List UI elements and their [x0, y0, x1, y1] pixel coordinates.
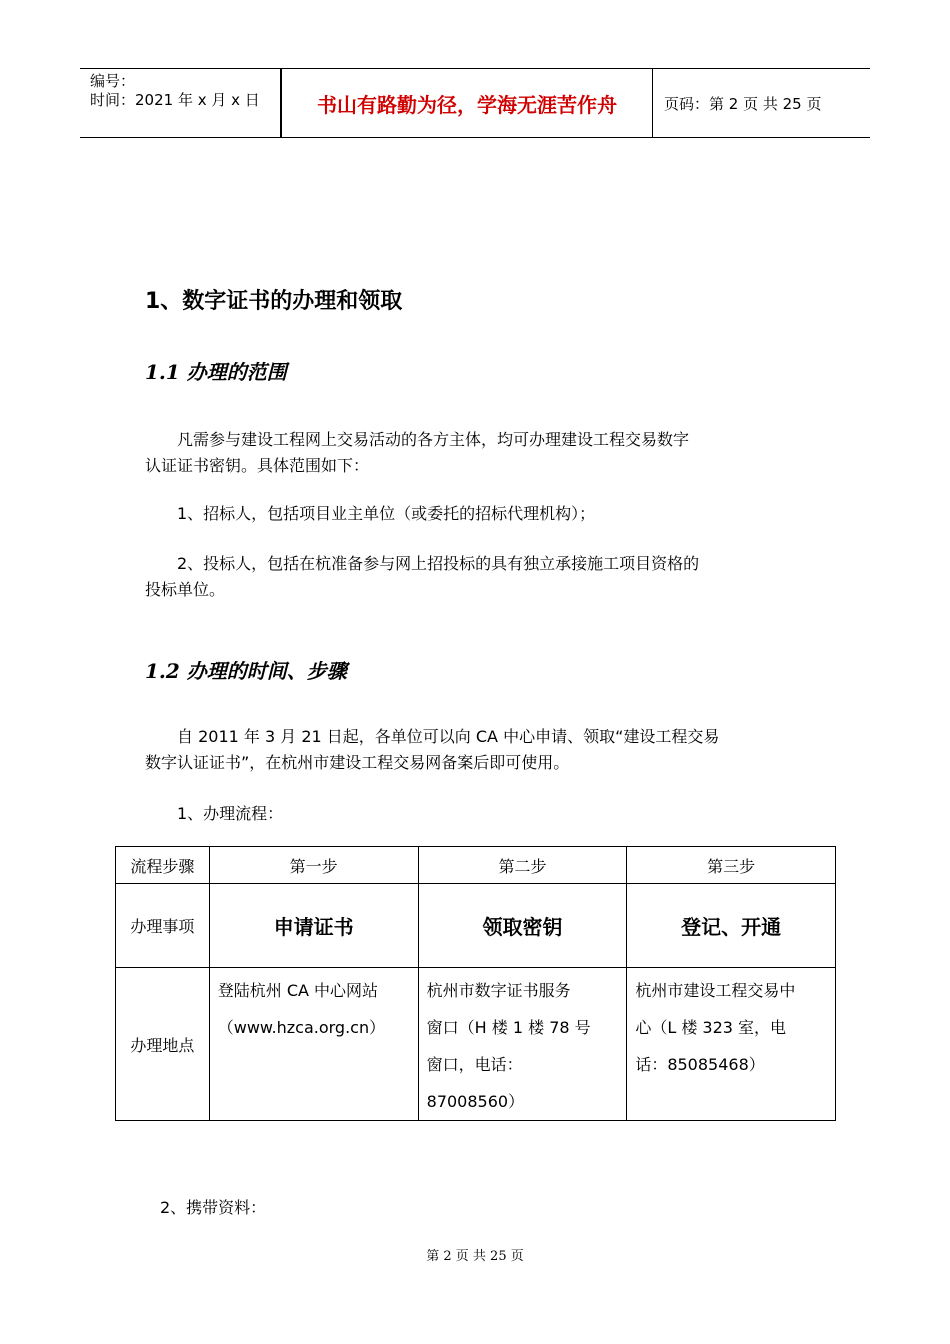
- page-header: [80, 68, 870, 138]
- location-line: 心（L 楼 323 室，电: [635, 1018, 787, 1037]
- location-line: 杭州市数字证书服务: [426, 981, 571, 1000]
- scope-item-2-line1: 2、投标人，包括在杭准备参与网上招投标的具有独立承接施工项目资格的: [177, 554, 700, 573]
- scope-paragraph-line1: 凡需参与建设工程网上交易活动的各方主体，均可办理建设工程交易数字: [177, 430, 690, 449]
- steps-paragraph-line1: 自 2011 年 3 月 21 日起，各单位可以向 CA 中心申请、领取“建设工程交易: [177, 727, 720, 746]
- steps-paragraph-line2: 数字认证证书”，在杭州市建设工程交易网备案后即可使用。: [145, 753, 570, 772]
- page-footer: 第 2 页 共 25 页: [426, 1249, 524, 1264]
- scope-paragraph-line2: 认证证书密钥。具体范围如下：: [145, 456, 370, 475]
- location-line: 窗口，电话：: [426, 1055, 523, 1074]
- step-2-location: [418, 968, 627, 1121]
- materials-label: 2、携带资料：: [160, 1198, 267, 1217]
- step-1-action: 申请证书: [209, 884, 418, 968]
- flow-label: 1、办理流程：: [177, 804, 284, 823]
- table-row: [116, 884, 836, 968]
- header-meta: [80, 69, 280, 137]
- scope-item-2-line2: 投标单位。: [145, 580, 226, 599]
- process-table: [115, 846, 836, 1121]
- table-header-cell: 流程步骤: [116, 847, 210, 884]
- table-header-cell: 第一步: [209, 847, 418, 884]
- header-divider: [652, 69, 653, 137]
- step-3-location: [627, 968, 836, 1121]
- table-header-row: [116, 847, 836, 884]
- location-line: 登陆杭州 CA 中心网站: [217, 981, 379, 1000]
- subsection-title-steps: 1.2 办理的时间、步骤: [145, 659, 347, 683]
- location-line: 窗口（H 楼 1 楼 78 号: [426, 1018, 591, 1037]
- time-label: 时间：2021 年 x 月 x 日: [90, 91, 260, 109]
- step-2-action: 领取密钥: [418, 884, 627, 968]
- table-row: [116, 968, 836, 1121]
- table-header-cell: 第三步: [627, 847, 836, 884]
- location-line: 杭州市建设工程交易中: [635, 981, 796, 1000]
- section-title: 1、数字证书的办理和领取: [145, 289, 403, 314]
- row-label: 办理事项: [116, 884, 210, 968]
- table-header-cell: 第二步: [418, 847, 627, 884]
- number-label: 编号：: [90, 72, 136, 90]
- location-line: （www.hzca.org.cn）: [217, 1018, 386, 1037]
- header-motto: 书山有路勤为径，学海无涯苦作舟: [317, 92, 617, 117]
- location-line: 87008560）: [426, 1092, 525, 1111]
- step-3-action: 登记、开通: [627, 884, 836, 968]
- subsection-title-scope: 1.1 办理的范围: [145, 360, 287, 384]
- step-1-location: [209, 968, 418, 1121]
- scope-item-1: 1、招标人，包括项目业主单位（或委托的招标代理机构）；: [177, 504, 596, 523]
- page-info: 页码：第 2 页 共 25 页: [664, 94, 822, 113]
- row-label: 办理地点: [116, 968, 210, 1121]
- location-line: 话：85085468）: [635, 1055, 765, 1074]
